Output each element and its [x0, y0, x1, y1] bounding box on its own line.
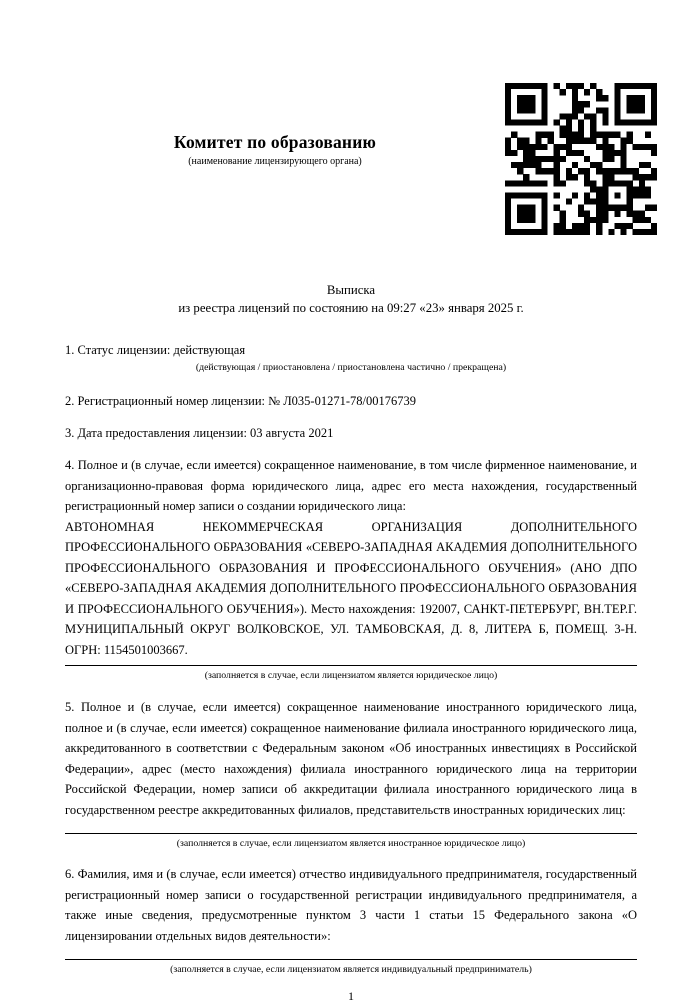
licensing-authority-header — [65, 131, 485, 169]
document-title-line1: Выписка — [326, 283, 376, 297]
grant-date-text: 3. Дата предоставления лицензии: 03 августа 2021 — [65, 426, 334, 440]
qr-code — [505, 83, 657, 235]
licensing-authority-caption: (наименование лицензирующего органа) — [188, 156, 362, 167]
item-foreign-entity — [65, 697, 637, 850]
fill-line — [65, 665, 637, 666]
item-license-status — [65, 342, 637, 374]
legal-entity-label: 4. Полное и (в случае, если имеется) сокращенное наименование, в том числе фирменное наименование, и организационно-правовая форма юридического лица, адрес его места нахождения, государственный регистрационный номер записи о создании юридического лица: — [65, 458, 637, 513]
fill-line — [65, 833, 637, 834]
individual-entrepreneur-label: 6. Фамилия, имя и (в случае, если имеется) отчество индивидуального предпринимателя, государственный регистрационный номер записи о государственной регистрации индивидуального предпринимателя, а также иные сведения, предусмотренные пунктом 3 части 1 статьи 15 Федерального закона «О лицензировании отдельных видов деятельности»: — [65, 867, 637, 943]
foreign-entity-caption: (заполняется в случае, если лицензиатом является иностранное юридическое лицо) — [176, 838, 526, 849]
legal-entity-caption: (заполняется в случае, если лицензиатом является юридическое лицо) — [204, 670, 498, 681]
item-legal-entity — [65, 455, 637, 682]
page-number: 1 — [348, 989, 354, 1003]
foreign-entity-label: 5. Полное и (в случае, если имеется) сокращенное наименование иностранного юридического лица, полное и (в случае, если имеется) сокращенное наименование филиала иностранного юридического лица, аккредитованного в соответствии с Федеральным законом «Об иностранных инвестициях в Российской Федерации», адрес (место нахождения) филиала иностранного юридического лица на территории Российской Федерации, номер записи об аккредитации филиала иностранного юридического лица в государственном реестре аккредитованных филиалов, представительств иностранных юридических лиц: — [65, 700, 637, 817]
item-individual-entrepreneur — [65, 864, 637, 976]
licensing-authority-name: Комитет по образованию — [173, 132, 377, 152]
individual-entrepreneur-caption: (заполняется в случае, если лицензиатом является индивидуальный предприниматель) — [170, 964, 532, 975]
fill-line — [65, 959, 637, 960]
item-grant-date — [65, 425, 637, 442]
license-status-caption: (действующая / приостановлена / приостановлена частично / прекращена) — [195, 362, 507, 373]
registration-number-text: 2. Регистрационный номер лицензии: № Л035-01271-78/00176739 — [65, 394, 416, 408]
license-status-text: 1. Статус лицензии: действующая — [65, 343, 246, 357]
item-registration-number — [65, 393, 637, 410]
legal-entity-value: АВТОНОМНАЯ НЕКОММЕРЧЕСКАЯ ОРГАНИЗАЦИЯ ДОПОЛНИТЕЛЬНОГО ПРОФЕССИОНАЛЬНОГО ОБРАЗОВАНИЯ «СЕВЕРО-ЗАПАДНАЯ АКАДЕМИЯ ДОПОЛНИТЕЛЬНОГО ПРОФЕССИОНАЛЬНОГО ОБРАЗОВАНИЯ И ПРОФЕССИОНАЛЬНОГО ОБУЧЕНИЯ» (АНО ДПО «СЕВЕРО-ЗАПАДНАЯ АКАДЕМИЯ ДОПОЛНИТЕЛЬНОГО ПРОФЕССИОНАЛЬНОГО ОБРАЗОВАНИЯ И ПРОФЕССИОНАЛЬНОГО ОБУЧЕНИЯ»). Место нахождения: 192007, САНКТ-ПЕТЕРБУРГ, ВН.ТЕР.Г. МУНИЦИПАЛЬНЫЙ ОКРУГ ВОЛКОВСКОЕ, УЛ. ТАМБОВСКАЯ, Д. 8, ЛИТЕРА Б, ПОМЕЩ. 3-Н. ОГРН: 1154501003667. — [65, 519, 637, 657]
document-title-line2: из реестра лицензий по состоянию на 09:27 «23» января 2025 г. — [178, 301, 524, 315]
qr-code-image — [505, 83, 657, 235]
